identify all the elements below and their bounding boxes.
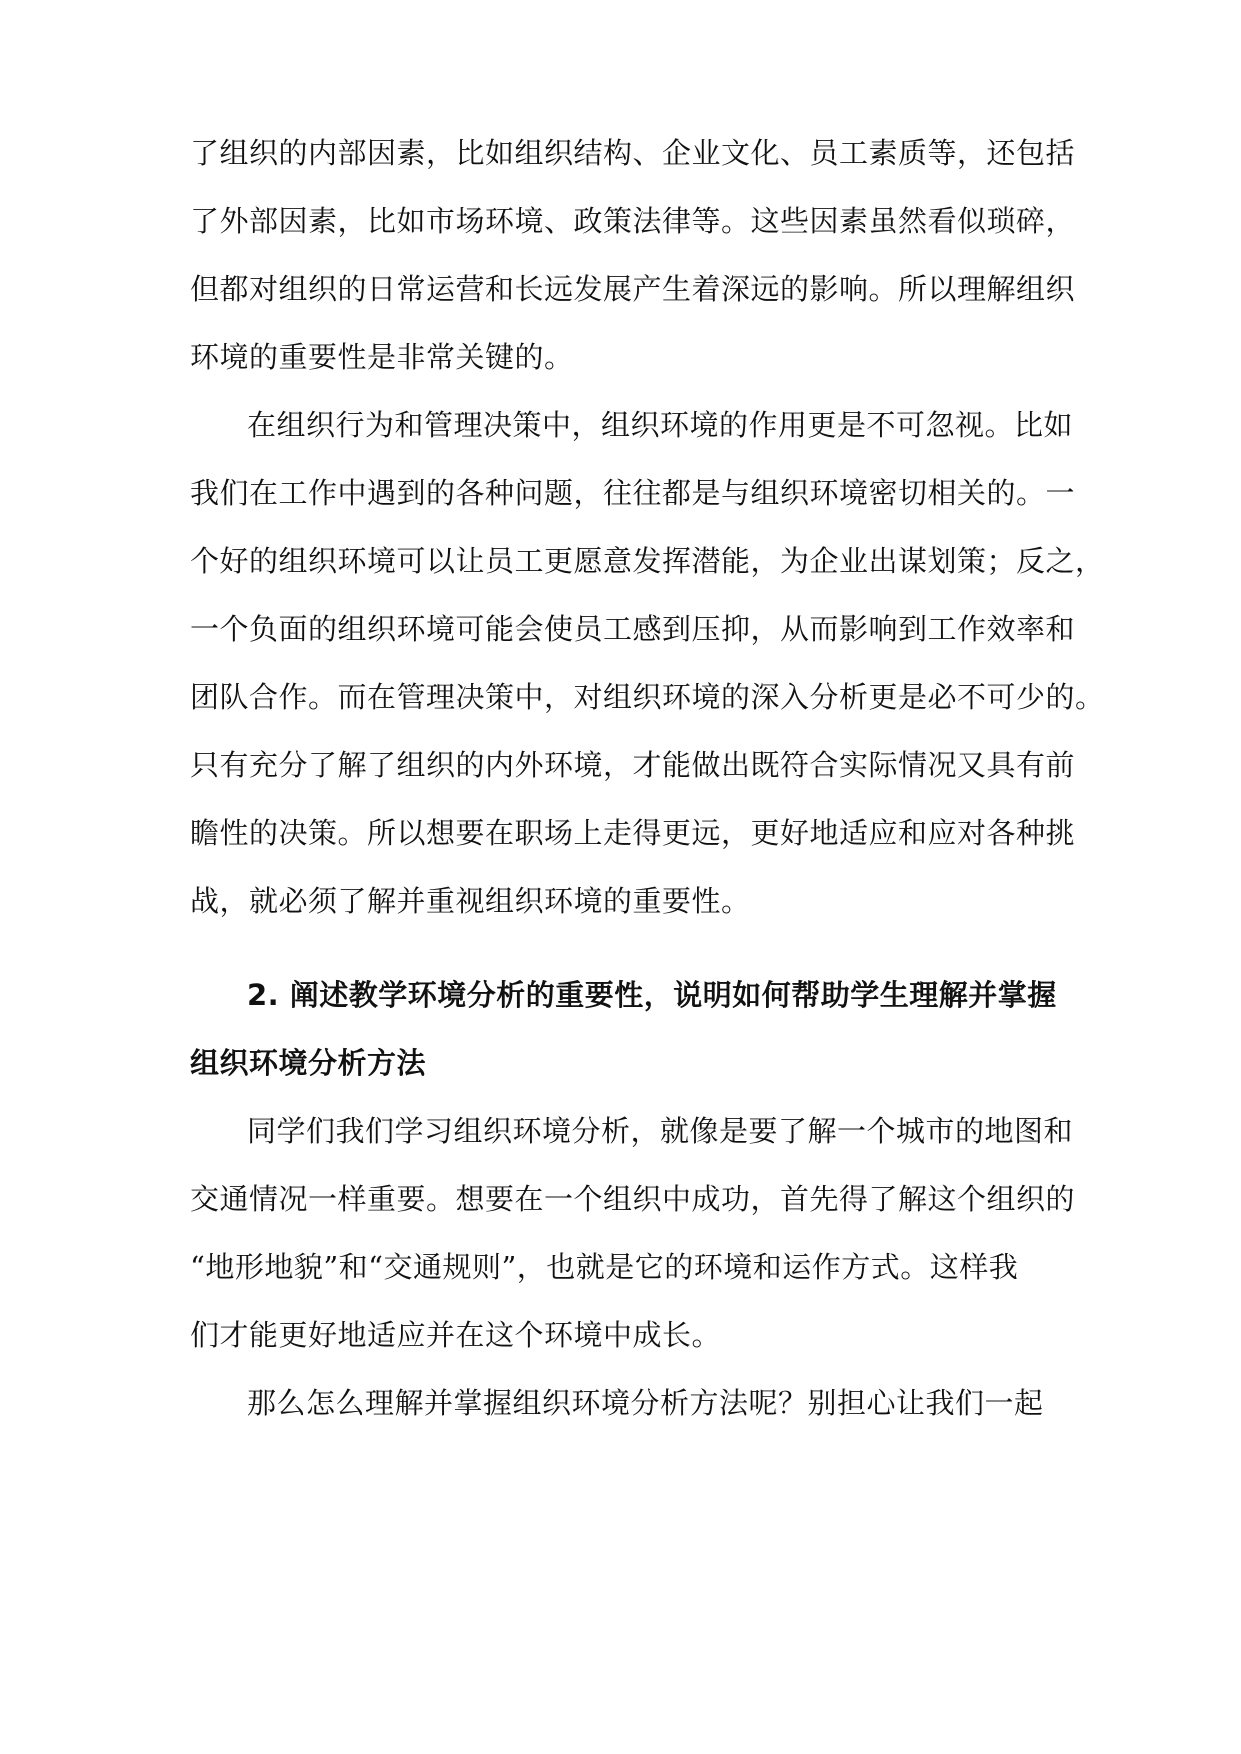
paragraph-1-line-3: 但都对组织的日常运营和长远发展产生着深远的影响。所以理解组织 (190, 272, 1076, 306)
paragraph-2-line-3: 个好的组织环境可以让员工更愿意发挥潜能，为企业出谋划策；反之， (190, 544, 1105, 578)
paragraph-1-line-4: 环境的重要性是非常关键的。 (190, 340, 574, 374)
paragraph-4-line-1: 那么怎么理解并掌握组织环境分析方法呢？别担心让我们一起 (247, 1386, 1044, 1420)
paragraph-1-line-1: 了组织的内部因素，比如组织结构、企业文化、员工素质等，还包括 (190, 136, 1076, 170)
paragraph-2-line-4: 一个负面的组织环境可能会使员工感到压抑，从而影响到工作效率和 (190, 612, 1076, 646)
paragraph-3-line-4: 们才能更好地适应并在这个环境中成长。 (190, 1318, 722, 1352)
paragraph-3-line-1: 同学们我们学习组织环境分析，就像是要了解一个城市的地图和 (247, 1114, 1074, 1148)
section-heading-line-1: 2. 阐述教学环境分析的重要性，说明如何帮助学生理解并掌握 (247, 978, 1057, 1012)
paragraph-1-line-2: 了外部因素，比如市场环境、政策法律等。这些因素虽然看似琐碎， (190, 204, 1076, 238)
paragraph-2-line-5: 团队合作。而在管理决策中，对组织环境的深入分析更是必不可少的。 (190, 680, 1105, 714)
section-heading-line-2: 组织环境分析方法 (190, 1046, 427, 1080)
paragraph-2-line-2: 我们在工作中遇到的各种问题，往往都是与组织环境密切相关的。一 (190, 476, 1076, 510)
paragraph-2-line-7: 瞻性的决策。所以想要在职场上走得更远，更好地适应和应对各种挑 (190, 816, 1076, 850)
paragraph-2-line-8: 战，就必须了解并重视组织环境的重要性。 (190, 884, 751, 918)
paragraph-2-line-1: 在组织行为和管理决策中，组织环境的作用更是不可忽视。比如 (247, 408, 1074, 442)
paragraph-3-line-2: 交通情况一样重要。想要在一个组织中成功，首先得了解这个组织的 (190, 1182, 1076, 1216)
paragraph-2-line-6: 只有充分了解了组织的内外环境，才能做出既符合实际情况又具有前 (190, 748, 1076, 782)
paragraph-3-line-3: “地形地貌”和“交通规则”，也就是它的环境和运作方式。这样我 (190, 1250, 1019, 1284)
